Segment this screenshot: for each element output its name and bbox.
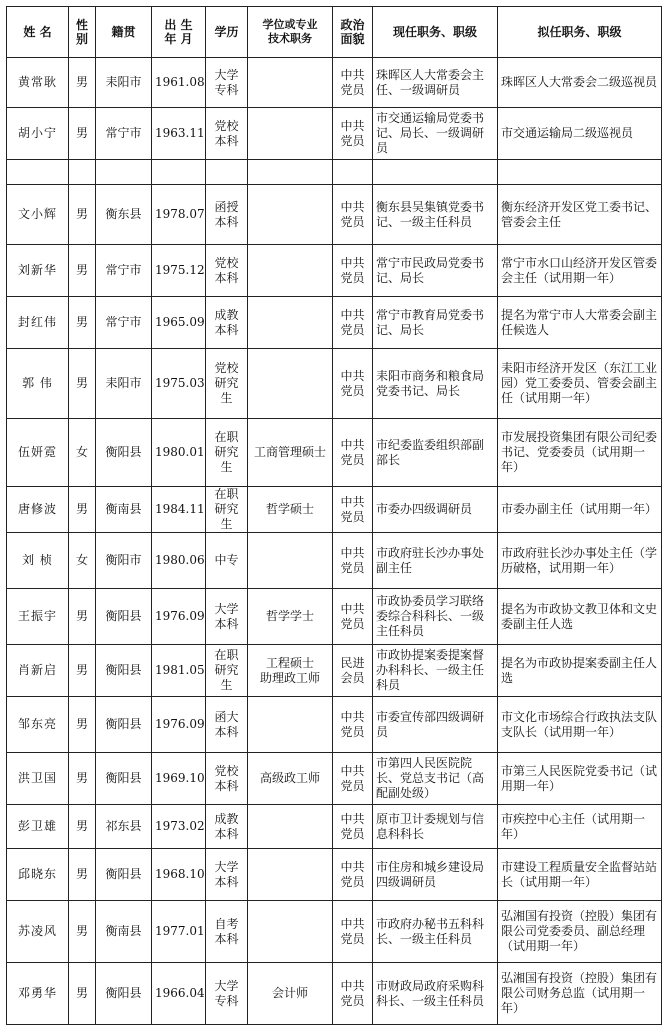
cell-education: 在职研究生	[206, 645, 248, 697]
cell-origin: 祁东县	[96, 805, 152, 849]
cell-gender: 男	[69, 185, 96, 245]
cell-proposed-post: 市文化市场综合行政执法支队支队长（试用期一年）	[498, 697, 662, 753]
table-row	[7, 589, 662, 645]
cell-proposed-post: 弘湘国有投资（控股）集团有限公司财务总监（试用期一年）	[498, 963, 662, 1025]
cell-origin: 常宁市	[96, 297, 152, 349]
table-row	[7, 805, 662, 849]
cell-current-post: 市政府办秘书五科科长、一级主任科员	[373, 901, 498, 963]
cell-current-post: 市政协委员学习联络委综合科科长、一级主任科员	[373, 589, 498, 645]
cell-degree: 工商管理硕士	[248, 419, 333, 487]
cell-political: 中共党员	[333, 753, 373, 805]
cadre-appointment-table	[6, 6, 662, 1025]
table-row	[7, 245, 662, 297]
cell-birth: 1976.09	[152, 697, 206, 753]
empty-cell	[498, 160, 662, 185]
table-row	[7, 349, 662, 419]
table-row	[7, 645, 662, 697]
cell-proposed-post: 常宁市水口山经济开发区管委会主任（试用期一年）	[498, 245, 662, 297]
cell-current-post: 市交通运输局党委书记、局长、一级调研员	[373, 108, 498, 160]
cell-education: 党校本科	[206, 753, 248, 805]
cell-proposed-post: 市交通运输局二级巡视员	[498, 108, 662, 160]
cell-political: 中共党员	[333, 805, 373, 849]
cell-political: 中共党员	[333, 963, 373, 1025]
cell-gender: 男	[69, 245, 96, 297]
cell-political: 中共党员	[333, 108, 373, 160]
cell-origin: 衡阳市	[96, 533, 152, 589]
cell-degree	[248, 901, 333, 963]
cell-political: 中共党员	[333, 245, 373, 297]
cell-education: 成教本科	[206, 805, 248, 849]
cell-current-post: 衡东县吴集镇党委书记、一级主任科员	[373, 185, 498, 245]
cell-name: 刘新华	[7, 245, 69, 297]
table-row	[7, 487, 662, 533]
cell-political: 中共党员	[333, 849, 373, 901]
cell-name: 洪卫国	[7, 753, 69, 805]
cell-name: 苏凌风	[7, 901, 69, 963]
cell-education: 函大本科	[206, 697, 248, 753]
cell-origin: 衡南县	[96, 901, 152, 963]
cell-education: 在职研究生	[206, 419, 248, 487]
cell-degree: 哲学学士	[248, 589, 333, 645]
cell-origin: 衡阳县	[96, 419, 152, 487]
cell-birth: 1961.08	[152, 58, 206, 108]
table-row	[7, 849, 662, 901]
cell-name: 邱晓东	[7, 849, 69, 901]
cell-education: 党校本科	[206, 245, 248, 297]
table-row	[7, 753, 662, 805]
cell-degree	[248, 297, 333, 349]
cell-political: 中共党员	[333, 901, 373, 963]
cell-origin: 耒阳市	[96, 349, 152, 419]
table-row	[7, 697, 662, 753]
table-body	[7, 58, 662, 1025]
cell-gender: 男	[69, 349, 96, 419]
cell-proposed-post: 耒阳市经济开发区（东江工业园）党工委委员、管委会副主任（试用期一年）	[498, 349, 662, 419]
cell-proposed-post: 衡东经济开发区党工委书记、管委会主任	[498, 185, 662, 245]
cell-degree	[248, 58, 333, 108]
cell-name: 刘 桢	[7, 533, 69, 589]
cell-name: 彭卫雄	[7, 805, 69, 849]
cell-gender: 男	[69, 645, 96, 697]
cell-origin: 常宁市	[96, 108, 152, 160]
cell-degree: 高级政工师	[248, 753, 333, 805]
cell-political: 中共党员	[333, 419, 373, 487]
cell-current-post: 市政府驻长沙办事处副主任	[373, 533, 498, 589]
cell-current-post: 原市卫计委规划与信息科科长	[373, 805, 498, 849]
table-row	[7, 58, 662, 108]
cell-origin: 衡阳县	[96, 753, 152, 805]
cell-degree	[248, 245, 333, 297]
table-row	[7, 185, 662, 245]
cell-political: 中共党员	[333, 58, 373, 108]
header-origin: 籍贯	[96, 7, 152, 58]
header-education: 学历	[206, 7, 248, 58]
cell-proposed-post: 提名为常宁市人大常委会副主任候选人	[498, 297, 662, 349]
cell-birth: 1963.11	[152, 108, 206, 160]
cell-political: 中共党员	[333, 297, 373, 349]
empty-cell	[152, 160, 206, 185]
cell-proposed-post: 市第三人民医院党委书记（试用期一年）	[498, 753, 662, 805]
cell-name: 邓勇华	[7, 963, 69, 1025]
cell-degree	[248, 185, 333, 245]
cell-name: 文小辉	[7, 185, 69, 245]
cell-name: 邹东亮	[7, 697, 69, 753]
cell-education: 党校本科	[206, 108, 248, 160]
cell-current-post: 市财政局政府采购科科长、一级主任科员	[373, 963, 498, 1025]
cell-birth: 1977.01	[152, 901, 206, 963]
cell-degree	[248, 349, 333, 419]
cell-birth: 1975.03	[152, 349, 206, 419]
cell-proposed-post: 市建设工程质量安全监督站站长（试用期一年）	[498, 849, 662, 901]
cell-name: 伍妍霓	[7, 419, 69, 487]
cell-name: 黄常耿	[7, 58, 69, 108]
table-row	[7, 533, 662, 589]
header-degree: 学位或专业 技术职务	[248, 7, 333, 58]
cell-proposed-post: 市政府驻长沙办事处主任（学历破格，试用期一年）	[498, 533, 662, 589]
cell-proposed-post: 提名为市政协文教卫体和文史委副主任人选	[498, 589, 662, 645]
cell-birth: 1965.09	[152, 297, 206, 349]
header-proposed-post: 拟任职务、职级	[498, 7, 662, 58]
cell-current-post: 市委办四级调研员	[373, 487, 498, 533]
cell-education: 大学专科	[206, 963, 248, 1025]
cell-current-post: 市委宣传部四级调研员	[373, 697, 498, 753]
cell-birth: 1978.07	[152, 185, 206, 245]
cell-birth: 1980.06	[152, 533, 206, 589]
cell-current-post: 常宁市民政局党委书记、局长	[373, 245, 498, 297]
cell-gender: 男	[69, 753, 96, 805]
empty-cell	[96, 160, 152, 185]
cell-birth: 1976.09	[152, 589, 206, 645]
cell-birth: 1975.12	[152, 245, 206, 297]
header-gender: 性 别	[69, 7, 96, 58]
table-row	[7, 297, 662, 349]
cell-name: 王振宇	[7, 589, 69, 645]
cell-degree	[248, 697, 333, 753]
cell-current-post: 市第四人民医院院长、党总支书记（高配副处级）	[373, 753, 498, 805]
cell-education: 中专	[206, 533, 248, 589]
cell-current-post: 市纪委监委组织部副部长	[373, 419, 498, 487]
cell-origin: 衡南县	[96, 487, 152, 533]
empty-cell	[333, 160, 373, 185]
cell-name: 胡小宁	[7, 108, 69, 160]
cell-origin: 衡阳县	[96, 697, 152, 753]
cell-political: 中共党员	[333, 487, 373, 533]
table-row	[7, 108, 662, 160]
cell-gender: 男	[69, 58, 96, 108]
table-row	[7, 963, 662, 1025]
cell-proposed-post: 提名为市政协提案委副主任人选	[498, 645, 662, 697]
cell-name: 唐修波	[7, 487, 69, 533]
cell-origin: 常宁市	[96, 245, 152, 297]
header-name: 姓 名	[7, 7, 69, 58]
cell-gender: 男	[69, 487, 96, 533]
empty-cell	[206, 160, 248, 185]
cell-current-post: 市政协提案委提案督办科科长、一级主任科员	[373, 645, 498, 697]
cell-current-post: 市住房和城乡建设局四级调研员	[373, 849, 498, 901]
cell-political: 中共党员	[333, 589, 373, 645]
cell-gender: 男	[69, 697, 96, 753]
cell-gender: 男	[69, 849, 96, 901]
cell-origin: 衡东县	[96, 185, 152, 245]
cell-education: 党校研究生	[206, 349, 248, 419]
cell-political: 中共党员	[333, 697, 373, 753]
cell-degree	[248, 849, 333, 901]
cell-origin: 衡阳县	[96, 849, 152, 901]
cell-proposed-post: 市委办副主任（试用期一年）	[498, 487, 662, 533]
header-current-post: 现任职务、职级	[373, 7, 498, 58]
cell-origin: 衡阳县	[96, 645, 152, 697]
table-row	[7, 419, 662, 487]
cell-education: 自考本科	[206, 901, 248, 963]
cell-education: 在职研究生	[206, 487, 248, 533]
cell-gender: 男	[69, 297, 96, 349]
cell-political: 民进会员	[333, 645, 373, 697]
cell-proposed-post: 市发展投资集团有限公司纪委书记、党委委员（试用期一年）	[498, 419, 662, 487]
header-political: 政治 面貌	[333, 7, 373, 58]
cell-political: 中共党员	[333, 349, 373, 419]
cell-degree: 工程硕士 助理政工师	[248, 645, 333, 697]
empty-cell	[7, 160, 69, 185]
cell-birth: 1973.02	[152, 805, 206, 849]
cell-degree	[248, 533, 333, 589]
cell-name: 郭 伟	[7, 349, 69, 419]
cell-birth: 1980.01	[152, 419, 206, 487]
cell-gender: 男	[69, 108, 96, 160]
cell-degree: 会计师	[248, 963, 333, 1025]
empty-cell	[248, 160, 333, 185]
cell-birth: 1984.11	[152, 487, 206, 533]
cell-birth: 1969.10	[152, 753, 206, 805]
cell-degree	[248, 108, 333, 160]
cell-birth: 1981.05	[152, 645, 206, 697]
cell-gender: 女	[69, 533, 96, 589]
cell-current-post: 珠晖区人大常委会主任、一级调研员	[373, 58, 498, 108]
cell-political: 中共党员	[333, 185, 373, 245]
cell-degree: 哲学硕士	[248, 487, 333, 533]
cell-proposed-post: 珠晖区人大常委会二级巡视员	[498, 58, 662, 108]
header-row	[7, 7, 662, 58]
appointment-notice-table-container	[6, 6, 661, 1025]
cell-education: 大学本科	[206, 849, 248, 901]
cell-education: 函授本科	[206, 185, 248, 245]
cell-birth: 1968.10	[152, 849, 206, 901]
cell-name: 肖新启	[7, 645, 69, 697]
cell-gender: 男	[69, 589, 96, 645]
cell-gender: 男	[69, 805, 96, 849]
table-row	[7, 901, 662, 963]
header-birth: 出 生 年 月	[152, 7, 206, 58]
cell-education: 成教本科	[206, 297, 248, 349]
cell-political: 中共党员	[333, 533, 373, 589]
cell-proposed-post: 市疾控中心主任（试用期一年）	[498, 805, 662, 849]
cell-origin: 衡阳县	[96, 963, 152, 1025]
cell-name: 封红伟	[7, 297, 69, 349]
spacer-row	[7, 160, 662, 185]
cell-gender: 男	[69, 963, 96, 1025]
cell-gender: 女	[69, 419, 96, 487]
cell-origin: 耒阳市	[96, 58, 152, 108]
empty-cell	[69, 160, 96, 185]
cell-proposed-post: 弘湘国有投资（控股）集团有限公司党委委员、副总经理（试用期一年）	[498, 901, 662, 963]
cell-current-post: 常宁市教育局党委书记、局长	[373, 297, 498, 349]
cell-origin: 衡阳县	[96, 589, 152, 645]
cell-education: 大学本科	[206, 589, 248, 645]
cell-degree	[248, 805, 333, 849]
cell-gender: 男	[69, 901, 96, 963]
cell-education: 大学专科	[206, 58, 248, 108]
cell-birth: 1966.04	[152, 963, 206, 1025]
cell-current-post: 耒阳市商务和粮食局党委书记、局长	[373, 349, 498, 419]
empty-cell	[373, 160, 498, 185]
